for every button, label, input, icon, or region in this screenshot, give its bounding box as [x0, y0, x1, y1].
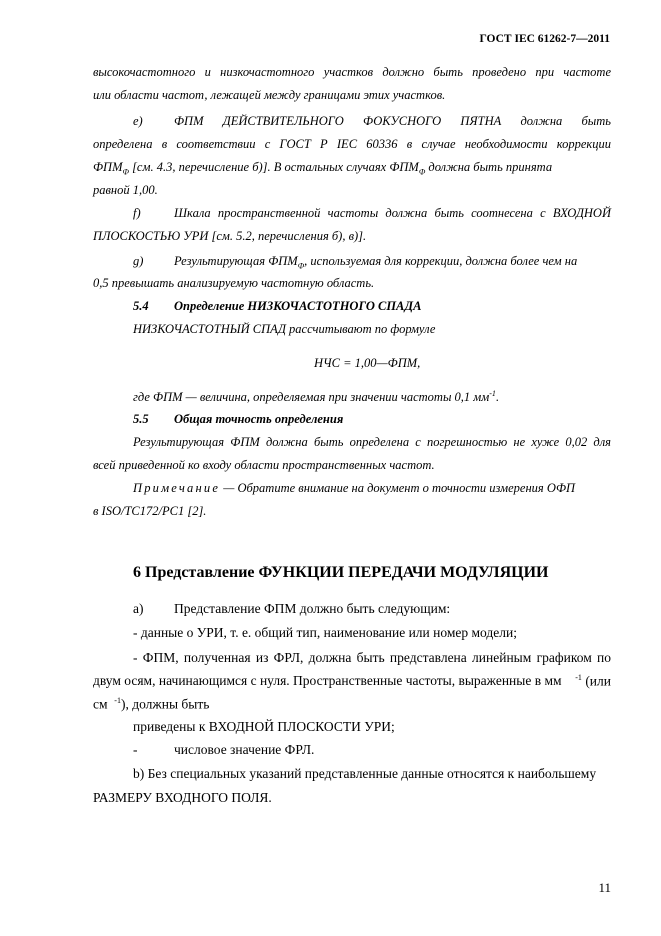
- section-heading: 6 Представление ФУНКЦИИ ПЕРЕДАЧИ МОДУЛЯЦИИ: [133, 564, 549, 581]
- paragraph-line: РАЗМЕРУ ВХОДНОГО ПОЛЯ.: [93, 790, 272, 805]
- paragraph-line: Шкала пространственной частоты должна быть соотнесена с ВХОДНОЙ: [174, 206, 611, 220]
- paragraph-line: Представление ФПМ должно быть следующим:: [174, 601, 451, 616]
- list-dash: -: [133, 742, 138, 757]
- section-number: 5.4: [133, 299, 149, 313]
- paragraph-line: 0,5 превышать анализируемую частотную область.: [93, 276, 375, 290]
- paragraph-line: высокочастотного и низкочастотного участков должно быть проведено при частоте: [93, 65, 611, 79]
- paragraph-line: равной 1,00.: [93, 183, 158, 197]
- paragraph-line: приведены к ВХОДНОЙ ПЛОСКОСТИ УРИ;: [133, 719, 395, 734]
- note-line: Примечание — Обратите внимание на документ о точности измерения ОФП: [133, 481, 576, 495]
- note-label: Примечание: [133, 481, 221, 495]
- paragraph-line: где ФПМ — величина, определяемая при значении частоты 0,1 $мм^{-1}$.: [133, 389, 500, 405]
- paragraph-line: или области частот, лежащей между границами этих участков.: [93, 88, 446, 102]
- section-title: Общая точность определения: [174, 412, 344, 426]
- paragraph-line: Результирующая $ФПМ_Ф$, используемая для коррекции, должна более чем на: [174, 254, 578, 271]
- paragraph-line: b) Без специальных указаний представленные данные относятся к наибольшему: [133, 766, 597, 781]
- paragraph-line: двум осям, начинающимся с нуля. Пространственные частоты, выраженные в мм $^{-1}$ (или: [93, 673, 611, 689]
- document-code: ГОСТ IEC 61262-7—2011: [479, 33, 610, 45]
- paragraph-line: определена в соответствии с ГОСТ Р IEC 60336 в случае необходимости коррекции: [93, 137, 611, 151]
- section-title: Определение НИЗКОЧАСТОТНОГО СПАДА: [174, 299, 422, 313]
- section-number: 5.5: [133, 412, 149, 426]
- list-label-e: е): [133, 114, 143, 128]
- paragraph-line: - данные о УРИ, т. е. общий тип, наименование или номер модели;: [133, 625, 517, 640]
- paragraph-line: НИЗКОЧАСТОТНЫЙ СПАД рассчитывают по формуле: [133, 322, 436, 336]
- paragraph-line: всей приведенной ко входу области пространственных частот.: [93, 458, 435, 472]
- list-label-a: а): [133, 601, 144, 616]
- list-label-f: f): [133, 206, 141, 220]
- paragraph-line: числовое значение ФРЛ.: [174, 742, 315, 757]
- paragraph-line: см $^{-1}$), должны быть: [93, 696, 210, 712]
- paragraph-line: $ФПМ_Ф$ [см. 4.3, перечисление б)]. В остальных случаях $ФПМ_Ф$ должна быть принята: [93, 160, 553, 177]
- list-label-g: g): [133, 254, 144, 268]
- paragraph-line: - ФПМ, полученная из ФРЛ, должна быть представлена линейным графиком по: [133, 650, 611, 665]
- paragraph-line: Результирующая ФПМ должна быть определена с погрешностью не хуже 0,02 для: [133, 435, 611, 449]
- paragraph-line: ФПМ ДЕЙСТВИТЕЛЬНОГО ФОКУСНОГО ПЯТНА должна быть: [174, 114, 611, 128]
- paragraph-line: в ISO/TC172/PC1 [2].: [93, 504, 207, 518]
- formula: НЧС = 1,00—ФПМ,: [314, 356, 421, 370]
- paragraph-line: ПЛОСКОСТЬЮ УРИ [см. 5.2, перечисления б), в)].: [93, 229, 367, 243]
- page-number: 11: [598, 880, 611, 895]
